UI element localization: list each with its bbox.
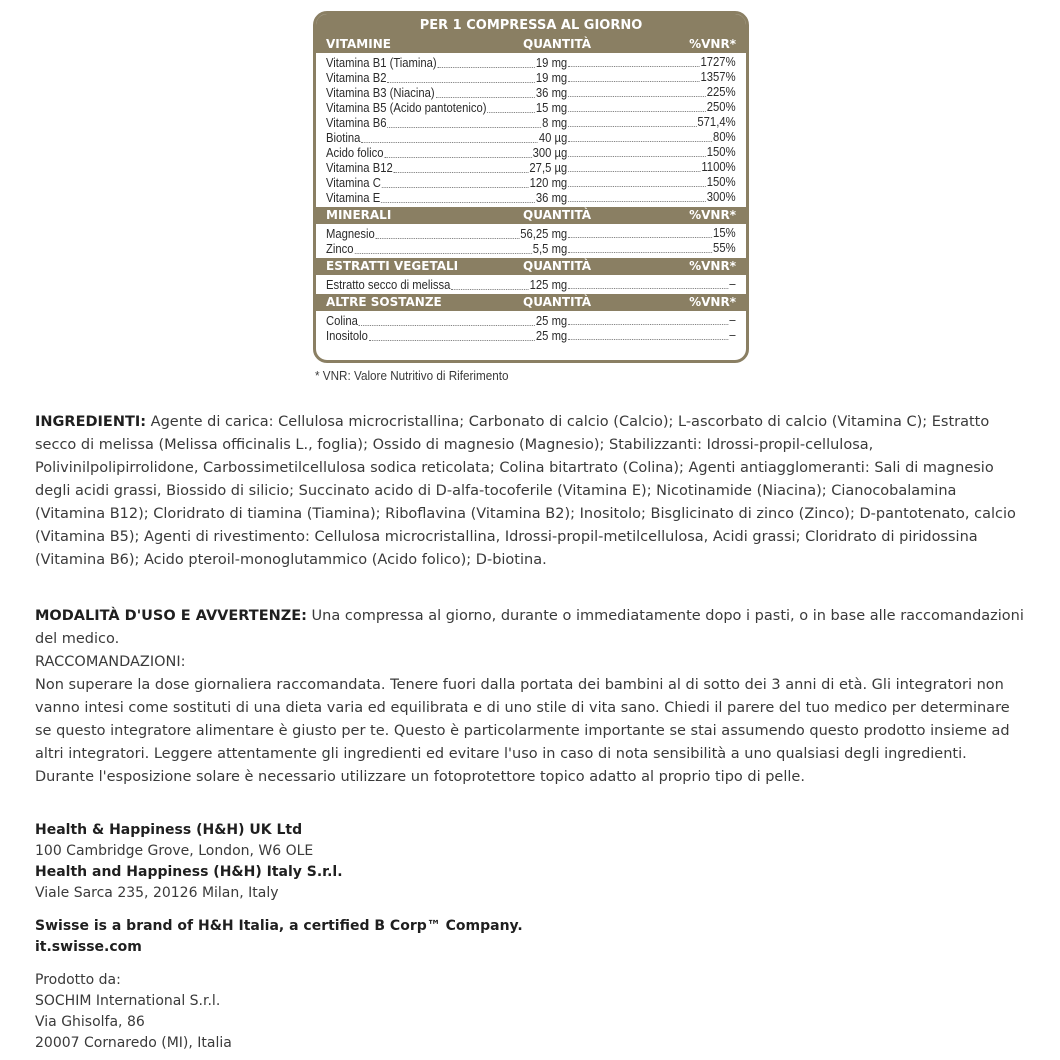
nutrient-row: [326, 277, 736, 292]
nutrient-vnr: 225%: [706, 85, 736, 99]
nutrient-row: [326, 313, 736, 328]
nutrient-qty: 36 mg: [535, 86, 568, 100]
nutrient-name: Vitamina B12: [326, 161, 393, 175]
nutrient-vnr: 1727%: [700, 55, 736, 69]
nutrient-row: [326, 241, 736, 256]
producer-street: Via Ghisolfa, 86: [35, 1014, 145, 1030]
nutrient-vnr: 80%: [713, 130, 736, 144]
nutrient-name: Vitamina B3 (Niacina): [326, 86, 435, 100]
recommendations-title: RACCOMANDAZIONI:: [35, 654, 186, 670]
nutrient-name: Estratto secco di melissa: [326, 278, 451, 292]
section-body: [316, 224, 746, 258]
nutrient-name: Vitamina B1 (Tiamina): [326, 56, 437, 70]
nutrient-row: [326, 85, 736, 100]
nutrient-row: [326, 226, 736, 241]
table-sections: [316, 36, 746, 345]
nutrient-qty: 19 mg: [535, 71, 568, 85]
producer-block: [35, 970, 1025, 1054]
section-body: [316, 311, 746, 345]
nutrient-name: Magnesio: [326, 227, 375, 241]
nutrient-qty: 125 mg: [529, 278, 568, 292]
nutrient-name: Acido folico: [326, 146, 384, 160]
producer-label: Prodotto da:: [35, 972, 121, 988]
nutrient-vnr: 150%: [706, 145, 736, 159]
ingredients-label: INGREDIENTI:: [35, 414, 147, 430]
vnr-footnote: * VNR: Valore Nutritivo di Riferimento: [315, 368, 509, 383]
nutrient-vnr: 1357%: [700, 70, 736, 84]
producer-city: 20007 Cornaredo (MI), Italia: [35, 1035, 232, 1051]
nutrient-row: [326, 160, 736, 175]
uk-company-name: Health & Happiness (H&H) UK Ltd: [35, 822, 303, 838]
nutrient-qty: 8 mg: [542, 116, 568, 130]
vnr-header: %VNR*: [689, 259, 736, 273]
nutrient-name: Vitamina E: [326, 191, 381, 205]
section-header: [316, 294, 746, 311]
nutrient-qty: 15 mg: [535, 101, 568, 115]
vnr-header: %VNR*: [689, 37, 736, 51]
nutrient-qty: 120 mg: [529, 176, 568, 190]
qty-header: QUANTITÀ: [523, 259, 592, 273]
it-company-name: Health and Happiness (H&H) Italy S.r.l.: [35, 864, 343, 880]
ingredients-text: Agente di carica: Cellulosa microcristallina; Carbonato di calcio (Calcio); L-ascorbato di calcio (Vitamina C); Estratto secco di melissa (Melissa officinalis L., foglia); Ossido di magnesio (Magnesio); Stabilizzanti: Idrossi-propil-cellulosa, Polivinilpolipirrolidone, Carbossimetilcellulosa sodica reticolata; Colina bitartrato (Colina); Agenti antiagglomeranti: Sali di magnesio degli acidi grassi, Biossido di silicio; Succinato acido di D-alfa-tocoferile (Vitamina E); Nicotinamide (Niacina); Cianocobalamina (Vitamina B12); Cloridrato di tiamina (Tiamina); Riboflavina (Vitamina B2); Inositolo; Bisglicinato di zinco (Zinco); D-pantotenato, calcio (Vitamina B5); Agenti di rivestimento: Cellulosa microcristallina, Idrossi-propil-metilcellulosa, Acidi grassi; Cloridrato di piridossina (Vitamina B6); Acido pteroil-monoglutammico (Acido folico); D-biotina.: [35, 414, 1016, 568]
section-header: [316, 36, 746, 53]
vnr-header: %VNR*: [689, 295, 736, 309]
producer-name: SOCHIM International S.r.l.: [35, 993, 221, 1009]
nutrient-name: Vitamina B6: [326, 116, 387, 130]
nutrient-vnr: 55%: [713, 241, 736, 255]
nutrient-qty: 36 mg: [535, 191, 568, 205]
usage-paragraph: [35, 605, 1025, 651]
qty-header: QUANTITÀ: [523, 208, 592, 222]
nutrient-row: [326, 115, 736, 130]
nutrient-vnr: 300%: [706, 190, 736, 204]
nutrient-row: [326, 175, 736, 190]
section-title: VITAMINE: [326, 37, 391, 51]
section-title: ESTRATTI VEGETALI: [326, 259, 459, 273]
qty-header: QUANTITÀ: [523, 295, 592, 309]
nutrient-vnr: 571,4%: [697, 115, 736, 129]
nutrient-qty: 27,5 µg: [529, 161, 568, 175]
ingredients-paragraph: [35, 411, 1025, 572]
nutrient-row: [326, 70, 736, 85]
vnr-header: %VNR*: [689, 208, 736, 222]
table-header: PER 1 COMPRESSA AL GIORNO: [316, 14, 746, 36]
nutrient-qty: 300 µg: [532, 146, 568, 160]
nutrient-vnr: 250%: [706, 100, 736, 114]
nutrient-vnr: –: [729, 313, 736, 327]
nutrition-table: [313, 11, 749, 363]
brand-block: [35, 916, 1025, 958]
uk-company-address: 100 Cambridge Grove, London, W6 OLE: [35, 843, 314, 859]
section-body: [316, 275, 746, 294]
qty-header: QUANTITÀ: [523, 37, 592, 51]
nutrient-name: Colina: [326, 314, 358, 328]
nutrient-row: [326, 100, 736, 115]
nutrient-row: [326, 130, 736, 145]
usage-label: MODALITÀ D'USO E AVVERTENZE:: [35, 608, 307, 624]
nutrient-vnr: 150%: [706, 175, 736, 189]
section-title: MINERALI: [326, 208, 392, 222]
nutrient-qty: 56,25 mg: [520, 227, 568, 241]
nutrient-vnr: 1100%: [701, 160, 736, 174]
nutrient-row: [326, 55, 736, 70]
nutrient-name: Inositolo: [326, 329, 368, 343]
nutrient-qty: 25 mg: [535, 329, 568, 343]
nutrient-vnr: –: [729, 328, 736, 342]
nutrient-vnr: 15%: [713, 226, 736, 240]
nutrient-qty: 25 mg: [535, 314, 568, 328]
nutrient-row: [326, 145, 736, 160]
section-body: [316, 53, 746, 207]
nutrient-qty: 40 µg: [538, 131, 568, 145]
nutrient-name: Biotina: [326, 131, 361, 145]
company-block: [35, 820, 1025, 904]
nutrient-qty: 5,5 mg: [532, 242, 568, 256]
website-link[interactable]: it.swisse.com: [35, 939, 142, 955]
nutrient-qty: 19 mg: [535, 56, 568, 70]
nutrient-name: Vitamina C: [326, 176, 381, 190]
brand-line: Swisse is a brand of H&H Italia, a certified B Corp™ Company.: [35, 918, 523, 934]
recommendations-text: Non superare la dose giornaliera raccomandata. Tenere fuori dalla portata dei bambini al di sotto dei 3 anni di età. Gli integratori non vanno intesi come sostituti di una dieta varia ed equilibrata e di uno stile di vita sano. Chiedi il parere del tuo medico per determinare se questo integratore alimentare è giusto per te. Questo è particolarmente importante se stai assumendo questo prodotto insieme ad altri integratori. Leggere attentamente gli ingredienti ed evitare l'uso in caso di nota sensibilità a uno qualsiasi degli ingredienti. Durante l'esposizione solare è necessario utilizzare un fotoprotettore topico adatto al proprio tipo di pelle.: [35, 677, 1010, 785]
section-title: ALTRE SOSTANZE: [326, 295, 442, 309]
section-header: [316, 258, 746, 275]
nutrient-name: Zinco: [326, 242, 354, 256]
section-header: [316, 207, 746, 224]
nutrient-name: Vitamina B2: [326, 71, 387, 85]
nutrient-row: [326, 328, 736, 343]
it-company-address: Viale Sarca 235, 20126 Milan, Italy: [35, 885, 279, 901]
nutrient-name: Vitamina B5 (Acido pantotenico): [326, 101, 487, 115]
nutrient-vnr: –: [729, 277, 736, 291]
usage-text: Una compressa al giorno, durante o immediatamente dopo i pasti, o in base alle raccomandazioni del medico.: [35, 608, 1024, 647]
nutrient-row: [326, 190, 736, 205]
